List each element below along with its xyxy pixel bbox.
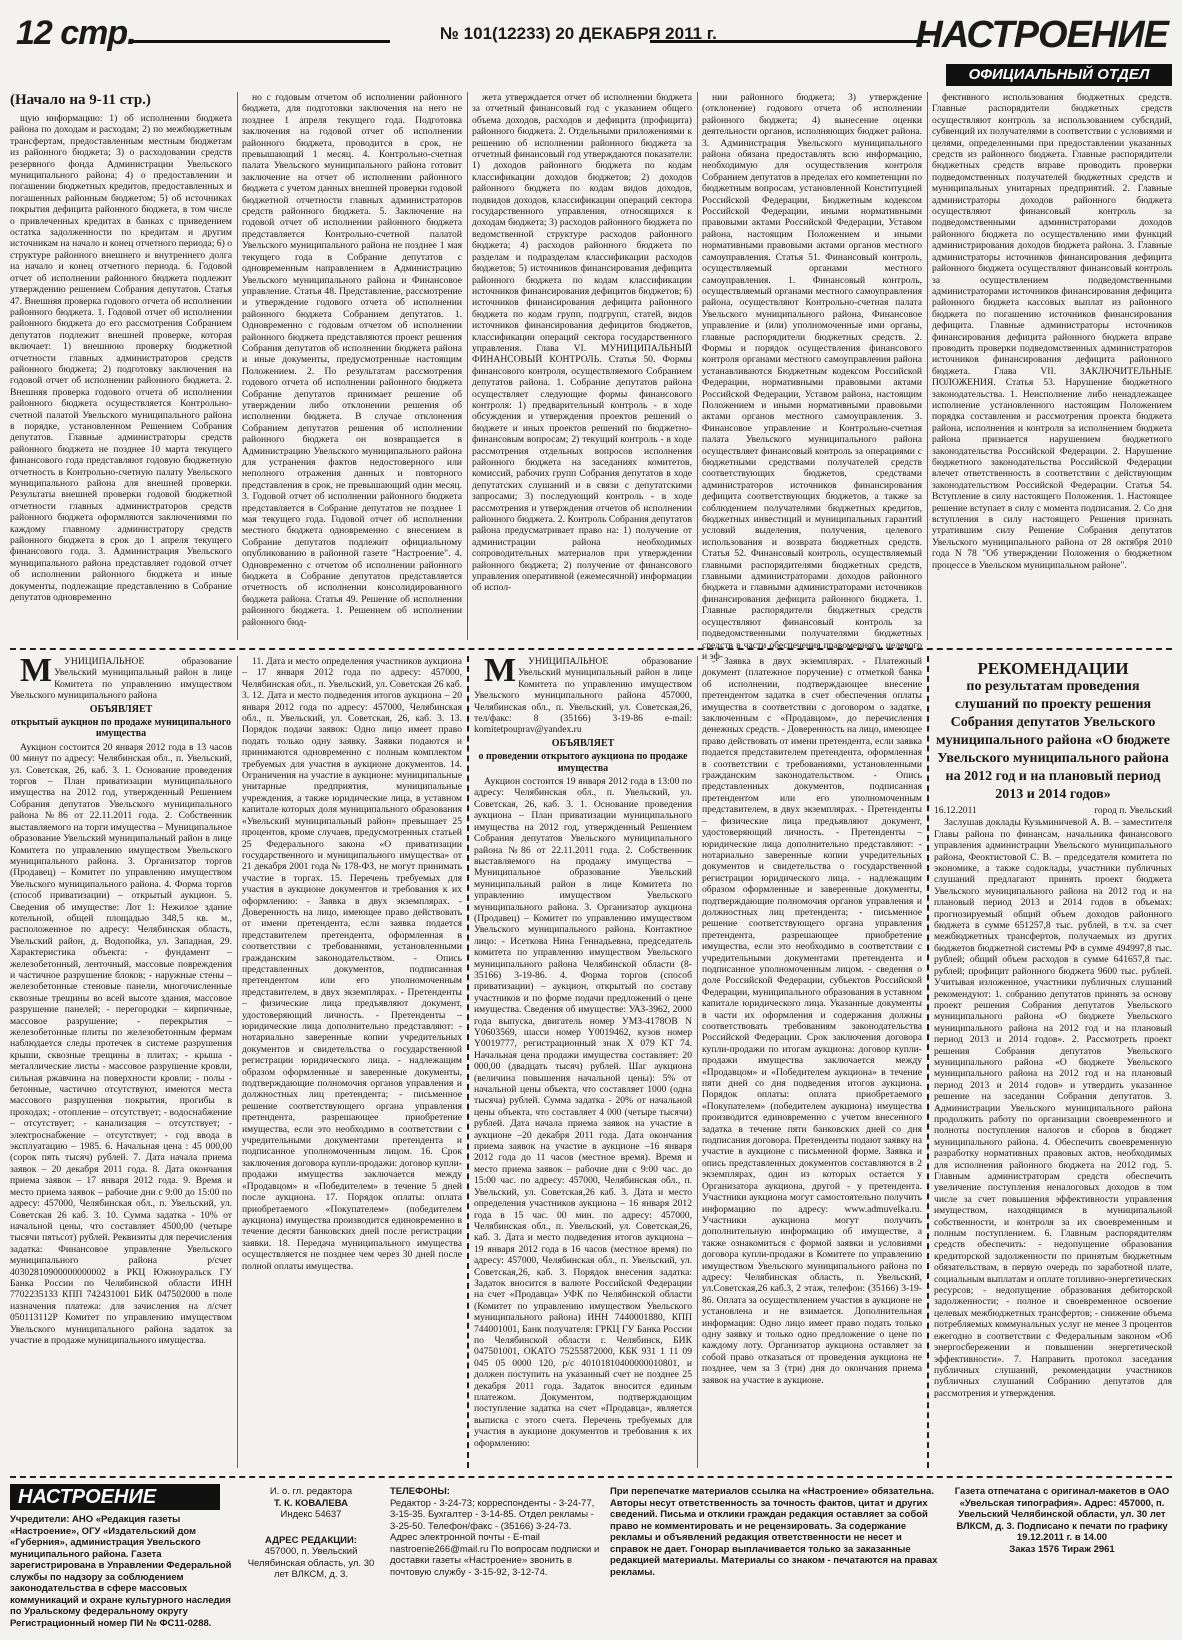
- footer-logo: НАСТРОЕНИЕ: [10, 1484, 220, 1510]
- header-rule-right: [650, 40, 930, 43]
- article-column-2: [242, 92, 462, 640]
- imprint-footer: [10, 1476, 1172, 1638]
- article-column-1: [10, 92, 232, 640]
- continued-note: (Начало на 9-11 стр.): [10, 92, 151, 108]
- phones-label: ТЕЛЕФОНЫ:: [390, 1486, 450, 1497]
- address-label: АДРЕС РЕДАКЦИИ:: [264, 1534, 357, 1546]
- publication-notes: [610, 1486, 940, 1636]
- editorial-address: 457000, п. Увельский Челябинская область, ул. 30 лет ВЛКСМ, д. 3.: [247, 1546, 375, 1580]
- notes-text: При перепечатке материалов ссылка на «Настроение» обязательна. Авторы несут ответственность за точность фактов, цитат и других сведений. Письма и отклики граждан редакция оставляет за собой право не комментировать и не рецензировать. За содержание рекламы и объявлений редакция ответственности не несет и справок не дает. Гонорар выплачивается только за заказанные редакцией материалы. Материалы со знаком - печатаются на правах рекламы.: [610, 1486, 938, 1578]
- printing-info: [952, 1486, 1172, 1636]
- founders-info: [10, 1514, 232, 1634]
- auction-notice-2-col-a: [474, 652, 692, 1468]
- date-place-line: [934, 805, 1172, 816]
- column-divider: [237, 656, 238, 1468]
- notice-title: ОБЪЯВЛЯЕТ: [89, 703, 153, 715]
- page-header: [10, 8, 1172, 88]
- newspaper-title: НАСТРОЕНИЕ: [915, 14, 1168, 56]
- recommendations-block: [934, 660, 1172, 1468]
- column-divider: [927, 92, 928, 640]
- notice-divider: [927, 656, 929, 1468]
- recommendations-heading: РЕКОМЕНДАЦИИ: [977, 659, 1129, 678]
- article-text: щую информацию: 1) об исполнении бюджета района по доходам и расходам; 2) по межбюджетным трансфертам, предоставленным местным бюджетам из районного бюджета; 3) о расходовании средств резервного фонда Администрации Увельского муниципального района; 4) о предоставлении и погашении бюджетных кредитов, предоставленных и погашенных районным бюджетом; 5) об источниках покрытия дефицита районного бюджета, в том числе о привлеченных кредитах в банках с приведением остатка задолженности по кредитам и другим источникам на начало и конец отчетного периода; 6) о структуре районного внешнего и внутреннего долга на начало и конец отчетного периода. 6. Годовой отчет об исполнении районного бюджета подлежит утверждению решением Собрания депутатов. Статья 47. Внешняя проверка годового отчета об исполнении районного бюджета. 1. Годовой отчет об исполнении районного бюджета до его рассмотрения Собранием депутатов подлежит внешней проверке, которая включает: 1) внешнюю проверку бюджетной отчетности главных администраторов средств районного бюджета; 2) подготовку заключения на годовой отчет об исполнении районного бюджета. 2. Внешняя проверка годового отчета об исполнении районного бюджета осуществляется Контрольно-счетной палатой Увельского муниципального района в порядке, установленном Решением Собрания депутатов. Главные администраторы средств районного бюджета не позднее 10 марта текущего финансового года представляют годовую бюджетную отчетность в Контрольно-счетную палату Увельского муниципального района для внешней проверки. Результаты внешней проверки годовой бюджетной отчетности главных администраторов средств районного бюджета оформляются заключениями по каждому главному администратору средств районного бюджета в срок до 1 апреля текущего финансового года. 3. Администрация Увельского муниципального района представляет годовой отчет об исполнении районного бюджета и иные документы, подлежащие представлению в Собрание депутатов одновременно: [10, 113, 232, 604]
- recommendations-date: 16.12.2011: [934, 805, 977, 816]
- column-divider: [697, 92, 698, 640]
- article-text: жета утверждается отчет об исполнении бюджета за отчетный финансовый год с указанием общего объема доходов, расходов и дефицита (профицита) районного бюджета. 2. Отдельными приложениями к решению об исполнении районного бюджета за отчетный финансовый год утверждаются показатели: 1) доходов районного бюджета по кодам классификации доходов бюджетов; 2) доходов районного бюджета по кодам видов доходов, подвидов доходов, классификации операций сектора государственного управления, относящихся к доходам бюджета; 3) расходов районного бюджета по ведомственной структуре расходов районного бюджета; 4) расходов районного бюджета по разделам и подразделам классификации расходов бюджетов; 5) источников финансирования дефицита районного бюджета по кодам классификации источников финансирования дефицитов бюджетов; 6) источников финансирования дефицита районного бюджета по кодам групп, подгрупп, статей, видов источников финансирования дефицитов бюджетов, классификации операций сектора государственного управления. Глава VI. МУНИЦИПАЛЬНЫЙ ФИНАНСОВЫЙ КОНТРОЛЬ. Статья 50. Формы финансового контроля, осуществляемого Собранием депутатов района. 1. Собрание депутатов района осуществляет следующие формы финансового контроля: 1) предварительный контроль - в ходе обсуждения и утверждения проектов решений о бюджете и иных проектов решений по бюджетно-финансовым вопросам; 2) текущий контроль - в ходе рассмотрения отдельных вопросов исполнения районного бюджета на заседаниях комитетов, комиссий, рабочих групп Собрания депутатов в ходе депутатских слушаний и в связи с депутатскими запросами; 3) последующий контроль - в ходе рассмотрения и утверждения отчетов об исполнении районного бюджета. 2. Контроль Собрания депутатов района предусматривает право на: 1) получение от администрации района необходимых сопроводительных материалов при утверждении районного бюджета; 2) получение от финансового управления оперативной (ежемесячной) информации об испол-: [472, 92, 692, 594]
- notice-intro: МУНИЦИПАЛЬНОЕ образование Увельский муниципальный район в лице Комитета по управлению имуществом Увельского муниципального района: [10, 652, 232, 702]
- notice-text: Аукцион состоится 19 января 2012 года в 13:00 по адресу: Челябинская обл., п. Увельский, ул. Советская, 26, каб. 3. 1. Основание проведения аукциона – План приватизации муниципального имущества на 2012 год, утвержденный Решением Собрания депутатов Увельского муниципального района №86 от 22.11.2011 года. 2. Собственник выставляемого на продажу имущества – Муниципальное образование Увельский муниципальный район в лице Комитета по управлению имуществом Увельского муниципального района. 3. Организатор аукциона (Продавец) – Комитет по управлению имуществом Увельского муниципального района. Контактное лицо: - Исеткова Нина Геннадьевна, председатель комитета по управлению имуществом Увельского муниципального района Челябинской области (8-35166) 3-19-86. 4. Форма торгов (способ приватизации) – аукцион, открытый по составу участников и по форме подачи предложений о цене имущества. Сведения об имуществе: УАЗ-3962, 2000 года выпуска, двигатель номер УМЗ-4178ОВ N Y0603569, шасси номер Y0019462, кузов номер Y0019777, регистрационный знак Х 079 КТ 74. Начальная цена продажи имущества составляет: 20 000,00 (двадцать тысяч) рублей. Шаг аукциона (величина повышения начальной цены): 5% от начальной цены объекта, что составляет 1000 (одна тысяча) рублей. Сумма задатка - 20% от начальной цены объекта, что составляет 4 000 (четыре тысячи) рублей. Дата начала приема заявок на участие в аукционе –20 декабря 2011 года. Дата окончания приема заявок на участие в аукционе –16 января 2012 года до 11 часов (местное время). Время и место приема заявок – рабочие дни с 9:00 час. до 15:00 час. по адресу: 457000, Челябинская обл., п. Увельский, ул. Советская,26 каб. 3. Дата и место определения участников аукциона – 16 января 2012 года в 15 час. 00 мин. по адресу: 457000, Челябинская обл., п. Увельский, ул. Советская,26, каб. 3. Дата и место подведения итогов аукциона – 19 января 2012 года в 16 часов (местное время) по адресу: 457000, Челябинская обл., п. Увельский, ул. Советская,26, каб. 3. Порядок внесения задатка: Задаток вносится в валюте Российской Федерации на счет «Продавца» УФК по Челябинской области (Комитет по управлению имуществом Увельского муниципального района) ИНН 7440001880, КПП 744001001, Банк получателя: ГРКЦ ГУ Банка России по Челябинской области г. Челябинск, БИК 047501001, ОКАТО 75255872000, КБК 931 1 11 09 045 05 0000 120, р/с 40101810400000010801, и должен поступить на указанный счет не позднее 25 декабря 2011 года. Задаток вносится единым платежом. Документом, подтверждающим поступление задатка на счет «Продавца», является выписка с этого счета. Перечень требуемых для участия в аукционе документов и требования к их оформлению:: [474, 776, 692, 1449]
- notice-divider: [467, 656, 469, 1468]
- subscription-index: Индекс 54637: [280, 1509, 342, 1520]
- issue-date: № 101(12233) 20 ДЕКАБРЯ 2011 г.: [440, 24, 717, 43]
- notice-subtitle: открытый аукцион по продаже муниципального имущества: [10, 717, 231, 740]
- column-divider: [467, 92, 468, 640]
- article-text: фективного использования бюджетных средств. Главные распорядители бюджетных средств осуществляют контроль за использованием субсидий, субвенций их получателями в соответствии с условиями и целями, определенными при предоставлении указанных средств из районного бюджета. Главные распорядители бюджетных средств вправе проводить проверки подведомственных получателей бюджетных средств и муниципальных унитарных предприятий. 2. Главные администраторы доходов районного бюджета осуществляют финансовый контроль за подведомственными администраторами доходов районного бюджета по осуществлению ими функций администрирования доходов бюджета района. 3. Главные администраторы источников финансирования дефицита районного бюджета осуществляют финансовый контроль за осуществлением подведомственными администраторами источников финансирования дефицита районного бюджета кассовых выплат из районного бюджета по погашению источников финансирования дефицита. Главные администраторы источников финансирования дефицита районного бюджета вправе проводить проверки подведомственных администраторов источников финансирования дефицита районного бюджета. Глава VII. ЗАКЛЮЧИТЕЛЬНЫЕ ПОЛОЖЕНИЯ. Статья 53. Нарушение бюджетного законодательства. 1. Неисполнение либо ненадлежащее исполнение установленного настоящим Положением порядка составления и рассмотрения проекта бюджета района, исполнения и контроля за исполнением бюджета района признается нарушением бюджетного законодательства Российской Федерации. 2. Нарушение бюджетного законодательства Российской Федерации влечет ответственность в соответствии с действующим законодательством Российской Федерации. Статья 54. Вступление в силу настоящего Положения. 1. Настоящее решение вступает в силу с момента подписания. 2. Со дня вступления в силу настоящего Решения признать утратившим силу Решение Собрания депутатов Увельского муниципального района от 28 октября 2010 года N 78 "Об утверждении Положения о бюджетном процессе в Увельском муниципальном районе".: [932, 92, 1172, 571]
- registration-number: Регистрационный номер ПИ № ФС11-0288.: [10, 1617, 212, 1629]
- article-text: но с годовым отчетом об исполнении районного бюджета, для подготовки заключения на него не позднее 1 апреля текущего года. Подготовка заключения на годовой отчет об исполнении районного бюджета, проводится в срок, не превышающий 1 месяц. 4. Контрольно-счетная палата Увельского муниципального района готовит заключение на отчет об исполнении районного бюджета с учетом данных внешней проверки годовой бюджетной отчетности главных администраторов средств районного бюджета. 5. Заключение на годовой отчет об исполнении районного бюджета представляется Контрольно-счетной палатой Увельского муниципального района не позднее 1 мая текущего года в Собрание депутатов с одновременным направлением в Администрацию Увельского муниципального района и Финансовое управление. Статья 48. Представление, рассмотрение и утверждение годового отчета об исполнении районного бюджета Собранием депутатов. 1. Одновременно с годовым отчетом об исполнении районного бюджета представляются проект решения Собрания депутатов об исполнении бюджета района и иные документы, предусмотренные настоящим Положением. 2. По результатам рассмотрения годового отчета об исполнении районного бюджета Собрание депутатов принимает решение об утверждении либо отклонении решения об исполнении бюджета. В случае отклонения Собранием депутатов решения об исполнении районного бюджета он возвращается в Администрацию Увельского муниципального района для устранения фактов недостоверного или неполного отражения данных и повторного представления в срок, не превышающий один месяц. 3. Годовой отчет об исполнении районного бюджета представляется в Собрание депутатов не позднее 1 мая текущего года. Годовой отчет об исполнении местного бюджета одновременно с внесением в Собрание депутатов подлежит официальному опубликованию в районной газете "Настроение". 4. Одновременно с отчетом об исполнении районного бюджета в Собрание депутатов представляется отчетность об исполнении консолидированного бюджета района. Статья 49. Решение об исполнении районного бюджета. 1. Решением об исполнении районного бюд-: [242, 92, 462, 628]
- printing-text: Газета отпечатана с оригинал-макетов в ОАО «Увельская типография». Адрес: 457000, п. Увельский Челябинской области, ул. 30 лет ВЛКСМ, д. 3. Подписано к печати по графику 19.12.2011 г. в 14.00: [954, 1486, 1170, 1543]
- column-divider: [237, 92, 238, 640]
- article-column-3: [472, 92, 692, 640]
- article-column-4: [702, 92, 922, 662]
- column-divider: [697, 656, 698, 1468]
- notice-text: 11. Дата и место определения участников аукциона – 17 января 2012 года по адресу: 457000, Челябинская обл., п. Увельский, ул. Советская 26 каб. 3. 12. Дата и место подведения итогов аукциона – 20 января 2012 года по адресу: 457000, Челябинская обл., п. Увельский, ул. Советская, 26, каб. 3. 13. Порядок подачи заявок: Одно лицо имеет право подать только одну заявку. Заявки подаются и принимаются одновременно с полным комплектом требуемых для участия в аукционе документов. 14. Ограничения на участие в аукционе: муниципальные унитарные предприятия, муниципальные учреждения, а также юридические лица, в уставном капитале которых доля муниципального образования «Увельский муниципальный район» превышает 25 процентов, кроме случаев, предусмотренных статьей 25 Федерального закона «О приватизации государственного и муниципального имущества» от 21 декабря 2001 года № 178-ФЗ, не могут принимать участие в торгах. 15. Перечень требуемых для участия в аукционе документов и требования к их оформлению: - Заявка в двух экземплярах. - Доверенность на лицо, имеющее право действовать от имени претендента, если заявка подается представителем претендента, оформленная в соответствии с требованиями, установленными гражданским законодательством. - Опись представленных документов, подписанная претендентом или его уполномоченным представителем, в двух экземплярах. - Претенденты – физические лица предъявляют документ, удостоверяющий личность. - Претенденты – юридические лица дополнительно представляют: - нотариально заверенные копии учредительных документов и свидетельства о государственной регистрации юридического лица. - надлежащим образом оформленные и заверенные документы, подтверждающие полномочия органов управления и должностных лиц претендента; - письменное решение соответствующего органа управления претендента, разрешающее приобретение имущества, если это необходимо в соответствии с учредительными документами претендента и подписанное уполномоченным лицом. 16. Срок заключения договора купли-продажи: договор купли-продажи имущества заключается между «Продавцом» и «Победителем» в течение 5 дней после аукциона. 17. Порядок оплаты: оплата приобретаемого «Покупателем» (победителем аукциона) имущества производится единовременно в течение десяти банковских дней после регистрации заявки. 18. Передача муниципального имущества осуществляется не позднее чем через 30 дней после полной оплаты имущества.: [242, 656, 462, 1272]
- article-column-5: [932, 92, 1172, 640]
- notice-text: Аукцион состоится 20 января 2012 года в 13 часов 00 минут по адресу: Челябинская обл., п. Увельский, ул. Советская, 26, каб. 3. 1. Основание проведения торгов – План приватизации муниципального имущества на 2012 год, утвержденный Решением Собрания депутатов Увельского муниципального района №86 от 22.11.2011 года. 2. Собственник выставляемого на торги имущества – Муниципальное образование Увельский муниципальный район в лице Комитета по управлению имуществом Увельского муниципального района. 3. Организатор торгов (Продавец) – Комитет по управлению имуществом Увельского муниципального района. 4. Форма торгов (способ приватизации) – открытый аукцион. 5. Сведения об имуществе: Лот 1: Нежилое здание котельной, общей площадью 348,5 кв. м., расположенное по адресу: Челябинская область, Увельский район, д. Водопойка, ул. Западная, 29. Характеристика объекта: - фундамент – железобетонный, ленточный, массовые повреждения и частичное разрушение блоков; - наружные стены – железобетонные стеновые панели, многочисленные сквозные трещины во всей высоте здания, массовое разрушение панелей; - перегородки – кирпичные, массовое разрушение; - перекрытия – железобетонные плиты по железобетонным фермам наблюдается следы протечек в системе разрушения крыши, сквозные трещины в плитах; - крыша - металлические листы - массовое разрушение кровли, сильная ржавчина на поверхности кровли; - полы - бетонные, частично отсутствуют, имеются места массового разрушения покрытия, прогибы в проходах; - отопление – отсутствует; - водоснабжение – отсутствует; - канализация – отсутствует; - электроснабжение – отсутствует; - год ввода в эксплуатацию – 1985. 6. Начальная цена : 45 000,00 (сорок пять тысяч) рублей. 7. Дата начала приема заявок – 20 декабря 2011 года. 8. Дата окончания приема заявок – 17 января 2012 года. 9. Время и место приема заявок – рабочие дни с 9:00 до 15:00 по адресу: 457000, Челябинская обл., п. Увельский, ул. Советская 26 каб. 3. 10. Сумма задатка - 10% от начальной цены, что составляет 4500,00 (четыре тысячи пятьсот) рублей. Реквизиты для перечисления задатка: Финансовое управление Увельского муниципального района р/счет 40302810900000000002 в РКЦ Южноуральск ГУ Банка России по Челябинской области ИНН 7702235133 КПП 742431001 БИК 047502000 в поле назначения платежа: для зачисления на л/счет 050113112Р Комитет по управлению имуществом Увельского муниципального района задаток за участие в продаже муниципального имущества.: [10, 741, 232, 1346]
- editor-name: Т. К. КОВАЛЕВА: [274, 1497, 348, 1509]
- header-rule-left: [130, 40, 390, 43]
- auction-notice-1-col-a: [10, 652, 232, 1468]
- section-divider: [10, 648, 1172, 650]
- page-number: 12 стр.: [16, 14, 136, 52]
- notice-subtitle: о проведении открытого аукциона по продаже имущества: [478, 751, 688, 774]
- auction-notice-2-col-b: [702, 656, 922, 1468]
- phones-info: [390, 1486, 600, 1636]
- order-circulation: Заказ 1576 Тираж 2961: [1009, 1543, 1115, 1555]
- section-label: ОФИЦИАЛЬНЫЙ ОТДЕЛ: [946, 64, 1172, 86]
- editor-label: И. о. гл. редактора: [269, 1486, 353, 1497]
- auction-notice-1-col-b: [242, 656, 462, 1468]
- notice-text: - Заявка в двух экземплярах. - Платежный документ (платежное поручение) с отметкой банка об исполнении, подтверждающее внесение претендентом задатка в счет обеспечения оплаты имущества в соответствии с договором о задатке, заключенным с «Продавцом», до перечисления денежных средств. - Доверенность на лицо, имеющее право действовать от имени претендента, если заявка подается представителем претендента, оформленная в соответствии с требованиями, установленными гражданским законодательством. - Опись представленных документов, подписанная претендентом или его уполномоченным представителем, в двух экземплярах. - Претенденты – физические лица предъявляют документ, удостоверяющий личность. - Претенденты – юридические лица дополнительно представляют: - нотариально заверенные копии учредительных документов и свидетельства о государственной регистрации юридического лица. - надлежащим образом оформленные и заверенные документы, подтверждающие полномочия органов управления и должностных лиц претендента; - письменное решение соответствующего органа управления претендента, разрешающее приобретение имущества, если это необходимо в соответствии с учредительными документами претендента и подписанное уполномоченным лицом. - сведения о доле Российской Федерации, субъектов Российской Федерации, муниципального образования в уставном капитале юридического лица. Указанные документы в части их оформления и содержания должны соответствовать требованиям законодательства Российской Федерации. Срок заключения договора купли-продажи по итогам аукциона: договор купли-продажи имущества заключается между «Продавцом» и «Победителем аукциона» в течение пяти дней со дня подведения итогов аукциона. Порядок оплаты: оплата приобретаемого «Покупателем» (победителем аукциона) имущества производится единовременно с учетом внесенного задатка в течение пяти банковских дней со дня подписания договора. Претенденты подают заявку на участие в аукционе с письменной форме. Заявка и опись представленных документов составляются в 2 экземплярах, один из которых остается у Организатора аукциона, другой - у претендента. Участники аукциона могут самостоятельно получить информацию по адресу: www.admuvelka.ru. Участники аукциона могут получить дополнительную информацию об имуществе, а также ознакомиться с формой заявки и условиями договора купли-продажи в Комитете по управлению имуществом Увельского муниципального района по адресу: Челябинская область, п. Увельский, ул.Советская,26 каб.3, 2 этаж, телефон: (35166) 3-19-86. Оплата за осуществлением участия в аукционе не установлена и не взимается. Дополнительная информация: Одно лицо имеет право подать только одну заявку и только одно предложение о цене по каждому лоту. Организатор аукциона оставляет за собой право отказаться от проведения аукциона не позднее, чем за 3 (три) дня до окончания приема заявок на участие в аукционе.: [702, 656, 923, 1386]
- notice-title: ОБЪЯВЛЯЕТ: [551, 737, 615, 749]
- recommendations-title: [934, 660, 1172, 804]
- article-text: нии районного бюджета; 3) утверждение (отклонение) годового отчета об исполнении районного бюджета; 4) вынесение оценки деятельности органов, исполняющих бюджет района. 3. Администрация Увельского муниципального района обязана предоставлять всю информацию, необходимую для осуществления контроля Собранием депутатов в пределах его компетенции по бюджетным вопросам, установленной Конституцией Российской Федерации, Бюджетным кодексом Российской Федерации, иными нормативными правовыми актами Российской Федерации, Уставом района, настоящим Положением и иными нормативными правовыми актами органов местного самоуправления. Статья 51. Финансовый контроль, осуществляемый органами местного самоуправления. 1. Финансовый контроль, осуществляемый органами местного самоуправления района, осуществляют Контрольно-счетная палата Увельского муниципального района, Финансовое управление и (или) уполномоченные ими органы, главные распорядители бюджетных средств. 2. Формы и порядок осуществления финансового контроля органами местного самоуправления района устанавливаются Бюджетным кодексом Российской Федерации, нормативными правовыми актами Российской Федерации, Уставом района, настоящим Положением и иными нормативными правовыми актами органов местного самоуправления. 3. Финансовое управление и Контрольно-счетная палата Увельского муниципального района осуществляет финансовый контроль за операциями с бюджетными средствами получателей средств соответствующих бюджетов, средствами администраторов источников финансирования дефицита соответствующих бюджетов, а также за соблюдением получателями бюджетных кредитов, бюджетных инвестиций и муниципальных гарантий условий выделения, получения, целевого использования и возврата бюджетных средств. Статья 52. Финансовый контроль, осуществляемый главными распорядителями бюджетных средств, главными администраторами доходов районного бюджета и главными администраторами источников финансирования дефицита районного бюджета. 1. Главные распорядители бюджетных средств осуществляют финансовый контроль за подведомственными получателями бюджетных средств в части обеспечения правомерного, целевого и эф-: [702, 92, 922, 662]
- founders-text: Учредители: АНО «Редакция газеты «Настроение», ОГУ «Издательский дом «Губерния», администрация Увельского муниципального района. Газета зарегистрирована в Управлении Федеральной службы по надзору за соблюдением законодательства в сфере массовых коммуникаций и охране культурного наследия по Уральскому федеральному округу: [10, 1514, 232, 1617]
- recommendations-subheading: по результатам проведения слушаний по проекту решения Собрания депутатов Увельского муниципального района «О бюджете Увельского муниципального района на 2012 год и на плановый период 2013 и 2014 годов»: [936, 679, 1170, 802]
- notice-intro: МУНИЦИПАЛЬНОЕ образование Увельский муниципальный район в лице Комитета по управлению имуществом Увельского муниципального района 457000, Челябинская обл., п. Увельский, ул. Советская,26, тел/факс: 8 (35166) 3-19-86 e-mail: komitetpouprav@yandex.ru: [474, 652, 692, 736]
- editor-info: [242, 1486, 380, 1636]
- recommendations-place: город п. Увельский: [1094, 805, 1172, 816]
- recommendations-text: Заслушав доклады Кузьминичевой А. В. – заместителя Главы района по финансам, начальника финансового управления администрации Увельского муниципального района, Феоктистовой С. В. – председателя комитета по экономике, а также содоклады, участники публичных слушаний предлагают принять проект бюджета Увельского муниципального района на 2012 год и на плановый период 2013 и 2014 годов в объемах: прогнозируемый общий объем доходов районного бюджета в сумме 651257,8 тыс. рублей, в т.ч. за счет межбюджетных трансфертов, получаемых из других бюджетов бюджетной системы РФ в сумме 494997,8 тыс. рублей; общий объем расходов в сумме 641657,8 тыс. рублей; профицит районного бюджета 9600 тыс. рублей. Учитывая изложенное, участники публичных слушаний рекомендуют: 1. собранию депутатов принять за основу проект решения Собрания депутатов Увельского муниципального района «О бюджете Увельского муниципального района на 2012 год и на плановый период 2013 и 2014 годов». 2. Рассмотреть проект решения Собрания депутатов Увельского муниципального района «О бюджете Увельского муниципального района на 2012 год и на плановый период 2013 и 2014 годов» и утвердить указанное решение на заседании Собрания депутатов. 3. Администрации Увельского муниципального района продолжить работу по организации своевременного и полноты поступления налогов и сборов в бюджет муниципального района. 4. Обеспечить своевременную разработку нормативных правовых актов, необходимых для исполнения районного бюджета на 2012 год. 5. Главным администраторам средств обеспечить увеличение поступления неналоговых доходов в том числе за счет повышения эффективности управления имуществом, находящимся в муниципальной собственности, и контроля за их своевременным и полным поступлением. 6. Главным распорядителям средств обеспечить: - недопущение образования кредиторской задолженности по принятым бюджетным обязательствам, в первую очередь по заработной плате, социальным выплатам и оплате топливно-энергетических ресурсов; - недопущение образования дебиторской задолженности; - полное и своевременное освоение целевых межбюджетных трансфертов; - снижение объема потребляемых коммунальных услуг не менее 3 процентов ежегодно в соответствии с Федеральным законом «Об энергосбережении и повышении энергетической эффективности». 7. Направить протокол заседания публичных слушаний, рекомендации участников публичных слушаний Собранию депутатов для рассмотрения и утверждения.: [934, 817, 1172, 1399]
- phones-text: Редактор - 3-24-73; корреспонденты - 3-24-77, 3-15-35. Бухгалтер - 3-14-85. Отдел рекламы - 3-25-50. Телефон/факс - (35166) 3-24-73. Адрес электронной почты - E-mail nastroenie266@mail.ru По вопросам подписки и доставки газеты «Настроение» звонить в почтовую службу - 3-15-92, 3-12-74.: [390, 1497, 600, 1578]
